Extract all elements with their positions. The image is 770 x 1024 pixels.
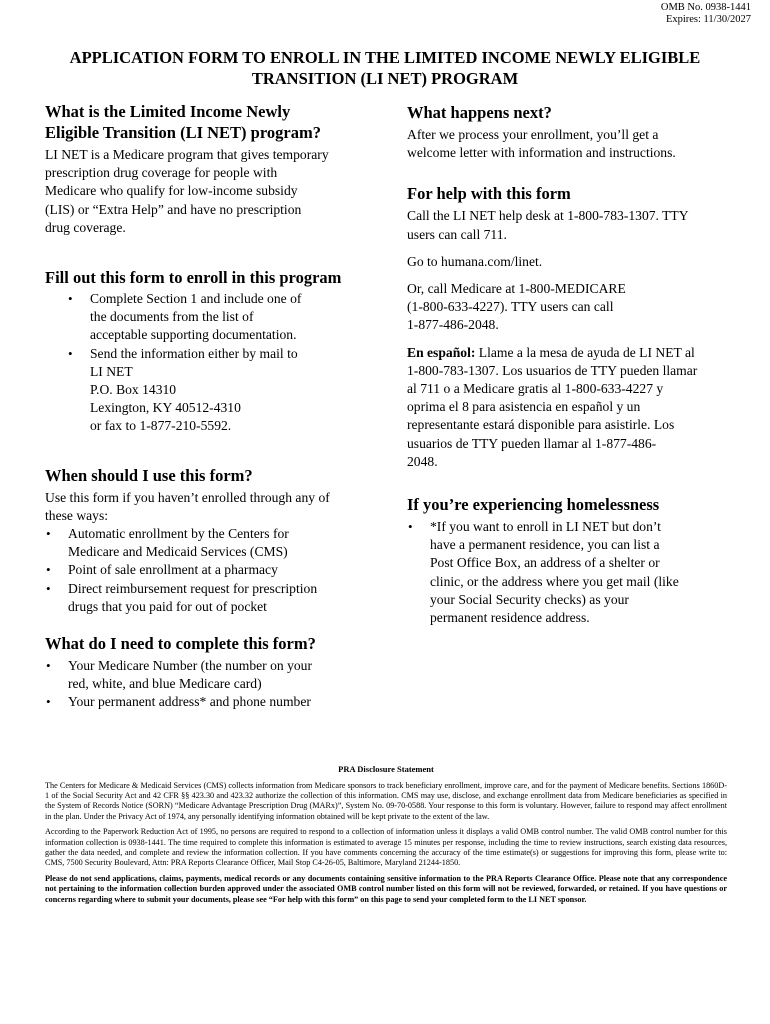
need-heading: What do I need to complete this form? bbox=[45, 634, 316, 654]
homeless-heading: If you’re experiencing homelessness bbox=[407, 495, 660, 515]
left-column bbox=[45, 101, 380, 712]
pra-paragraph-1: The Centers for Medicare & Medicaid Services (CMS) collects information from Medicare sponsors to track beneficiary enrollment, improve care, and for the payment of Medicare benefits. Sections 1860D-1 of the Social Security Act and 42 CFR §§ 423.30 and 423.32 authorize the collection of this information. CMS may use, disclose, and exchange enrollment data from Medicare beneficiaries as specified in the System of Records Notice (SORN) “Medicare Advantage Prescription Drug (MARx)”, System No. 09-70-0588. Your response to this form is voluntary. However, failure to respond may affect enrollment in the plan. Under the Privacy Act of 1974, any personally identifying information obtained will be kept private to the extent of the law. bbox=[45, 780, 727, 821]
section-when: When should I use this form? Use this form if you haven’t enrolled through any of these ways: • Automatic enrollment by the Centers for Medicare and Medicaid Services (CMS) • Point of sale enrollment at a pharmacy • Direct reimbursement request for prescription drugs that you paid for out of pocket bbox=[45, 465, 380, 616]
list-item: • Send the information either by mail to LI NET P.O. Box 14310 Lexington, KY 40512-4310 or fax to 1-877-210-5592. bbox=[90, 345, 380, 436]
when-heading: When should I use this form? bbox=[45, 465, 253, 485]
pra-paragraph-3: Please do not send applications, claims, payments, medical records or any documents containing sensitive information to the PRA Reports Clearance Office. Please note that any correspondence not pertaining to the information collection burden approved under the associated OMB control number listed on this form will not be reviewed, forwarded, or retained. If you have questions or concerns regarding where to submit your documents, please see “For help with this form” on this page to send your completed form to the LI NET sponsor. bbox=[45, 873, 727, 904]
list-item: • *If you want to enroll in LI NET but don’t have a permanent residence, you can list a Post Office Box, an address of a shelter or clinic, or the address where you get mail (like your Social Security checks) as your permanent residence address. bbox=[430, 518, 737, 627]
homeless-list bbox=[407, 518, 737, 627]
help-heading: For help with this form bbox=[407, 184, 571, 204]
list-item: • Direct reimbursement request for prescription drugs that you paid for out of pocket bbox=[68, 580, 380, 616]
fill-out-list bbox=[45, 290, 380, 436]
what-is-heading: What is the Limited Income Newly Eligible Transition (LI NET) program? bbox=[45, 102, 321, 142]
when-list bbox=[45, 525, 380, 616]
section-fill-out bbox=[45, 267, 380, 436]
section-homeless bbox=[407, 494, 737, 627]
list-item: • Point of sale enrollment at a pharmacy bbox=[68, 561, 380, 579]
list-item: • Automatic enrollment by the Centers for Medicare and Medicaid Services (CMS) bbox=[68, 525, 380, 561]
pra-paragraph-2: According to the Paperwork Reduction Act of 1995, no persons are required to respond to a collection of information unless it displays a valid OMB control number. The valid OMB control number for this information collection is 0938-1441. The time required to complete this information is estimated to average 15 minutes per response, including the time to review instructions, search existing data resources, gather the data needed, and complete and review the information collection. If you have comments concerning the accuracy of the time estimate(s) or suggestions for improving this form, please write to: CMS, 7500 Security Boulevard, Attn: PRA Reports Clearance Officer, Mail Stop C4-26-05, Baltimore, Maryland 21244-1850. bbox=[45, 827, 727, 868]
omb-number: OMB No. 0938-1441 bbox=[660, 2, 751, 13]
section-what-is bbox=[45, 101, 380, 237]
fill-out-heading: Fill out this form to enroll in this program bbox=[45, 268, 342, 288]
next-heading: What happens next? bbox=[407, 103, 552, 122]
right-column bbox=[407, 102, 737, 627]
help-website: Go to humana.com/linet. bbox=[407, 253, 543, 269]
form-title: APPLICATION FORM TO ENROLL IN THE LIMITED INCOME NEWLY ELIGIBLE TRANSITION (LI NET) PROGRAM bbox=[69, 48, 701, 88]
section-help: For help with this form Call the LI NET help desk at 1-800-783-1307. TTY users can call 711. Go to humana.com/linet. Or, call Medicare at 1-800-MEDICARE (1-800-633-4227). TTY users can call 1-877-486-2048. En español: Llame a la mesa de ayuda de LI NET al 1-800-783-1307. Los usuarios de TTY pueden llamar al 711 o a Medicare gratis al 1-800-633-4227 y oprima el 8 para asistencia en español y un representante estará disponible para asistirle. Los usuarios de TTY pueden llamar al 1-877-486- 2048. bbox=[407, 183, 737, 471]
spanish-label: En español: bbox=[407, 344, 476, 360]
pra-title: PRA Disclosure Statement bbox=[338, 764, 434, 774]
omb-expiry: Expires: 11/30/2027 bbox=[665, 14, 751, 25]
pra-disclosure bbox=[45, 764, 727, 910]
list-item: • Complete Section 1 and include one of the documents from the list of acceptable supporting documentation. bbox=[90, 290, 380, 345]
list-item: • Your permanent address* and phone number bbox=[68, 693, 380, 711]
section-next: What happens next? After we process your enrollment, you’ll get a welcome letter with information and instructions. bbox=[407, 102, 737, 162]
spanish-help: En español: Llame a la mesa de ayuda de LI NET al 1-800-783-1307. Los usuarios de TTY pueden llamar al 711 o a Medicare gratis al 1-800-633-4227 y oprima el 8 para asistencia en español y un representante estará disponible para asistirle. Los usuarios de TTY pueden llamar al 1-877-486- 2048. bbox=[407, 344, 698, 469]
omb-info bbox=[661, 2, 751, 26]
list-item: • Your Medicare Number (the number on your red, white, and blue Medicare card) bbox=[68, 657, 380, 693]
need-list bbox=[45, 657, 380, 712]
what-is-body: LI NET is a Medicare program that gives temporary prescription drug coverage for people with Medicare who qualify for low-income subsidy (LIS) or “Extra Help” and have no prescription drug coverage. bbox=[45, 147, 329, 235]
section-need bbox=[45, 633, 380, 712]
